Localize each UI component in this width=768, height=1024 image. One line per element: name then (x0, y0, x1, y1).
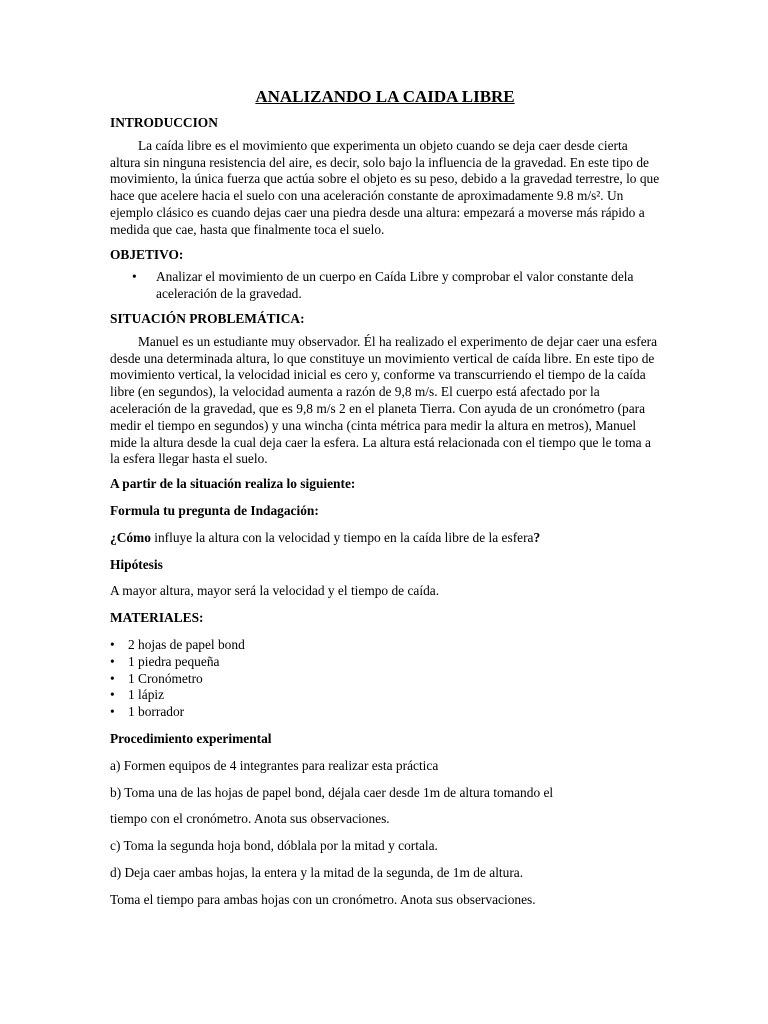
procedimiento-step: d) Deja caer ambas hojas, la entera y la mitad de la segunda, de 1m de altura. (110, 864, 524, 880)
pregunta-bold-start: ¿Cómo (110, 529, 151, 545)
procedimiento-heading: Procedimiento experimental (110, 730, 272, 746)
situacion-paragraph: Manuel es un estudiante muy observador. Él ha realizado el experimento de dejar caer una esfera desde una determinada altura, lo que constituye un movimiento vertical de caída libre. En este tipo de movimiento vertical, la velocidad inicial es cero y, conforme va transcurriendo el tiempo de la caída libre (en segundos), la velocidad aumenta a razón de 9,8 m/s. El cuerpo está afectado por la aceleración de la gravedad, que es 9,8 m/s 2 en el planeta Tierra. Con ayuda de un cronómetro (para medir el tiempo en segundos) y una wincha (cinta métrica para medir la altura en metros), Manuel mide la altura desde la cual deja caer la esfera. La altura está relacionada con el tiempo que le toma a la esfera llegar hasta el suelo. (110, 333, 658, 467)
hipotesis-heading: Hipótesis (110, 556, 163, 572)
materiales-item: • 2 hojas de papel bond (110, 637, 660, 654)
intro-paragraph: La caída libre es el movimiento que experimenta un objeto cuando se deja caer desde cierta altura sin ninguna resistencia del aire, es decir, solo bajo la influencia de la gravedad. En este tipo de movimiento, la única fuerza que actúa sobre el objeto es su peso, debido a la gravedad terrestre, lo que hace que acelere hacia el suelo con una aceleración constante de aproximadamente 9.8 m/s². Un ejemplo clásico es cuando dejas caer una piedra desde una altura: empezará a moverse más rápido a medida que cae, hasta que finalmente toca el suelo. (110, 137, 660, 237)
procedimiento-step: tiempo con el cronómetro. Anota sus observaciones. (110, 811, 390, 827)
procedimiento-step: a) Formen equipos de 4 integrantes para realizar esta práctica (110, 757, 439, 773)
materiales-item: • 1 lápiz (110, 687, 660, 704)
materiales-heading: MATERIALES: (110, 610, 204, 626)
materiales-item: • 1 Cronómetro (110, 671, 660, 688)
procedimiento-step: Toma el tiempo para ambas hojas con un cronómetro. Anota sus observaciones. (110, 891, 536, 907)
objetivo-list (110, 269, 660, 303)
procedimiento-step: c) Toma la segunda hoja bond, dóblala por la mitad y cortala. (110, 838, 438, 854)
formula-heading: Formula tu pregunta de Indagación: (110, 502, 319, 518)
materiales-item: • 1 borrador (110, 704, 660, 721)
intro-heading: INTRODUCCION (110, 115, 218, 130)
hipotesis-text: A mayor altura, mayor será la velocidad y el tiempo de caída. (110, 583, 440, 599)
pregunta-indagacion (110, 530, 660, 547)
document-title: ANALIZANDO LA CAIDA LIBRE (255, 87, 515, 106)
partir-heading: A partir de la situación realiza lo siguiente: (110, 476, 356, 492)
objetivo-item: • Analizar el movimiento de un cuerpo en Caída Libre y comprobar el valor constante dela aceleración de la gravedad. (110, 269, 660, 303)
document-body (110, 87, 660, 918)
materiales-list (110, 637, 660, 721)
materiales-item: • 1 piedra pequeña (110, 654, 660, 671)
pregunta-text: influye la altura con la velocidad y tiempo en la caída libre de la esfera (150, 529, 534, 545)
procedimiento-step: b) Toma una de las hojas de papel bond, déjala caer desde 1m de altura tomando el (110, 784, 554, 800)
pregunta-bold-end: ? (533, 529, 541, 545)
situacion-heading: SITUACIÓN PROBLEMÁTICA: (110, 310, 305, 326)
objetivo-heading: OBJETIVO: (110, 246, 184, 262)
